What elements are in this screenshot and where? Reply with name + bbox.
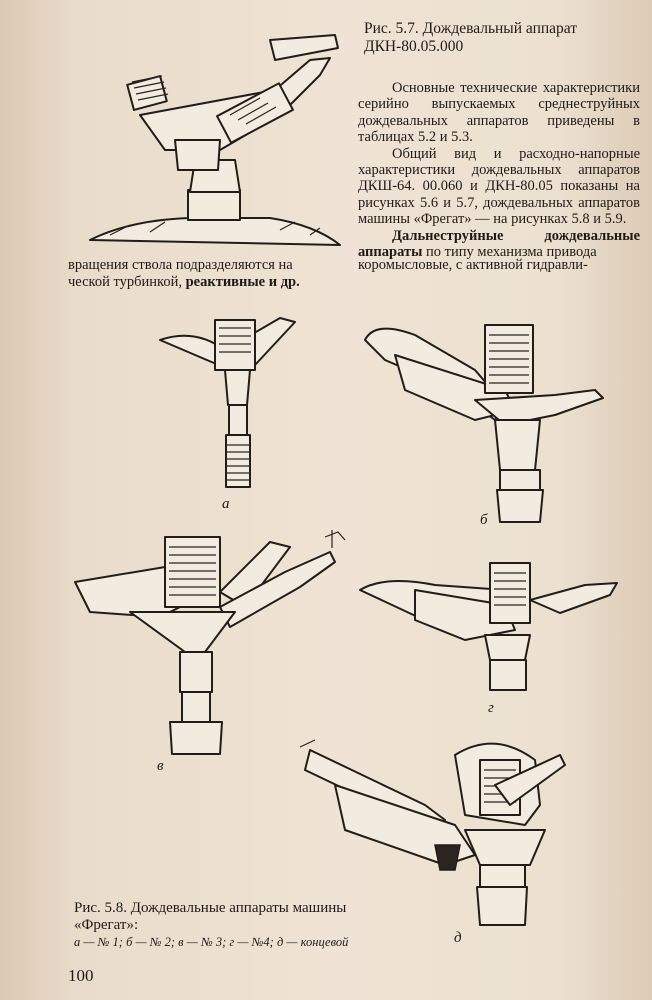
sprinkler-b xyxy=(355,310,610,530)
left-line-1: вращения ствола подразделяются на xyxy=(68,257,293,273)
right-column-text xyxy=(358,257,642,274)
caption-legend: а — № 1; б — № 2; в — № 3; г — №4; д — концевой xyxy=(74,935,349,949)
sprinkler-a xyxy=(155,310,305,490)
caption-line-2: ДКН-80.05.000 xyxy=(364,38,464,55)
label-a: а xyxy=(222,496,230,512)
figure-5-8-caption xyxy=(74,900,404,951)
paragraph-2: Общий вид и расходно-напорные характеристики дождевальных аппаратов ДКШ-64. 00.060 и ДКН-80.05 показаны на рисунках 5.6 и 5.7, дождевальных аппаратов машины «Фрегат» — на рисунках 5.8 и 5.9. xyxy=(358,145,640,228)
figure-5-7-caption xyxy=(364,20,644,56)
paragraph-3-rest: по типу механизма привода xyxy=(422,244,597,261)
body-text xyxy=(358,80,640,260)
caption-line-1: Рис. 5.7. Дождевальный аппарат xyxy=(364,20,578,37)
sprinkler-v xyxy=(70,522,350,762)
label-v: в xyxy=(157,758,164,774)
page-number: 100 xyxy=(68,966,94,985)
label-g: г xyxy=(488,700,494,716)
paragraph-1: Основные технические характеристики серийно выпускаемых среднеструйных дождевальных аппаратов приведены в таблицах 5.2 и 5.3. xyxy=(358,80,640,146)
figure-5-7-sprinkler xyxy=(70,20,350,250)
paragraph-3 xyxy=(358,228,640,261)
sprinkler-g xyxy=(355,545,625,700)
paragraph-3-bold: Дальнеструйные дождевальные аппараты xyxy=(358,227,640,261)
left-line-2-plain: ческой турбинкой, xyxy=(68,274,186,290)
label-b: б xyxy=(480,512,488,528)
left-line-2 xyxy=(68,274,353,291)
label-d: д xyxy=(454,930,462,946)
right-line-1: коромысловые, с активной гидравли- xyxy=(358,257,588,273)
left-column-text xyxy=(68,257,353,291)
caption-title: Рис. 5.8. Дождевальные аппараты машины «Фрегат»: xyxy=(74,900,347,933)
left-line-2-bold: реактивные и др. xyxy=(185,274,300,290)
